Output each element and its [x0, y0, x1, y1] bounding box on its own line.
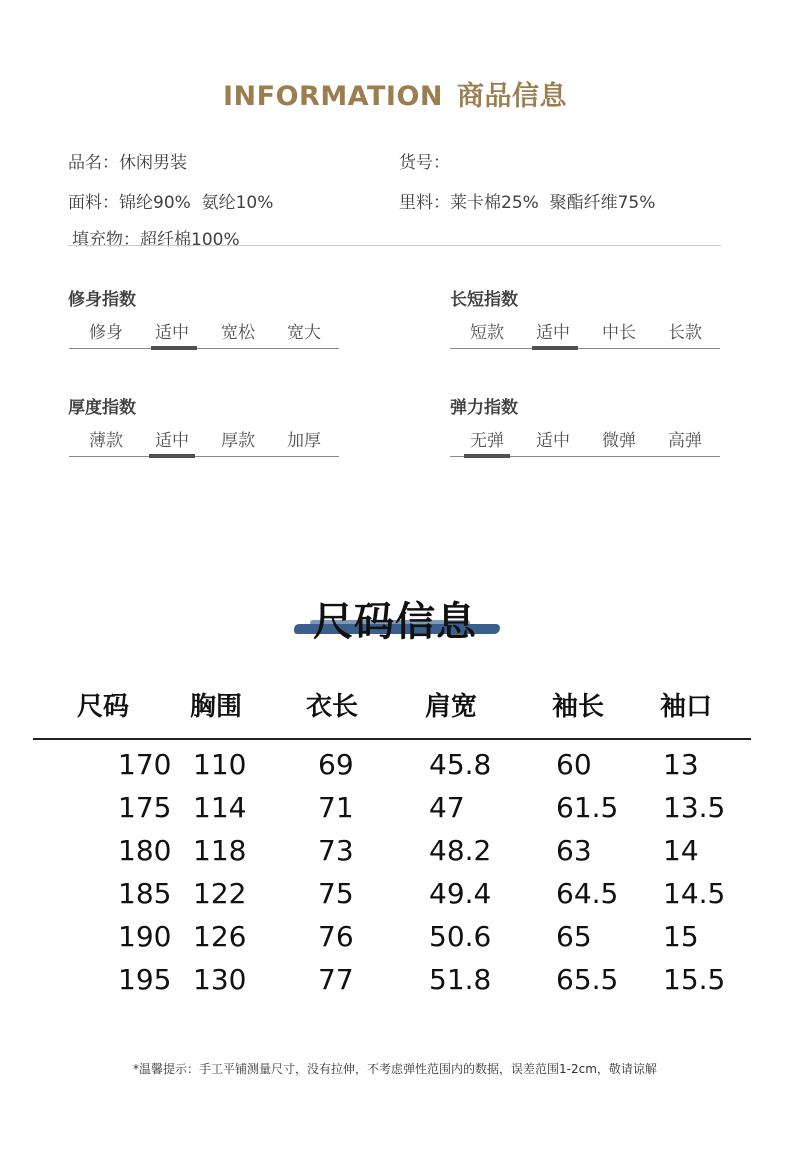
- col-header-size: 尺码: [77, 692, 130, 722]
- index-option: 短款: [470, 323, 504, 343]
- index-option: 高弹: [668, 431, 702, 451]
- cell-shoulder: 47: [429, 791, 465, 824]
- cell-cuff: 15.5: [663, 963, 726, 996]
- cell-shoulder: 51.8: [429, 963, 492, 996]
- fabric-info: 面料：锦纶90% 氨纶10%: [68, 193, 274, 213]
- fit-index-title: 修身指数: [68, 290, 136, 310]
- cell-size: 190: [118, 920, 172, 953]
- table-header-divider: [33, 738, 751, 740]
- cell-length: 75: [318, 877, 354, 910]
- col-header-length: 衣长: [306, 692, 359, 722]
- article-number: 货号：: [399, 153, 450, 173]
- cell-sleeve: 61.5: [556, 791, 619, 824]
- cell-shoulder: 48.2: [429, 834, 492, 867]
- cell-size: 180: [118, 834, 172, 867]
- index-option: 长款: [668, 323, 702, 343]
- cell-size: 170: [118, 748, 172, 781]
- cell-length: 73: [318, 834, 354, 867]
- index-option: 适中: [536, 431, 570, 451]
- size-info-title: 尺码信息: [313, 599, 477, 645]
- index-option: 加厚: [287, 431, 321, 451]
- col-header-sleeve: 袖长: [552, 692, 605, 722]
- section-header: [0, 74, 790, 113]
- cell-cuff: 15: [663, 920, 699, 953]
- cell-length: 69: [318, 748, 354, 781]
- col-header-chest: 胸围: [190, 692, 243, 722]
- cell-chest: 114: [193, 791, 247, 824]
- index-option: 厚款: [221, 431, 255, 451]
- index-option: 薄款: [89, 431, 123, 451]
- index-option: 适中: [155, 431, 189, 451]
- col-header-shoulder: 肩宽: [425, 692, 478, 722]
- cell-chest: 118: [193, 834, 247, 867]
- lining-info: 里料：莱卡棉25% 聚酯纤维75%: [399, 193, 656, 213]
- index-option: 微弹: [602, 431, 636, 451]
- length-index-title: 长短指数: [450, 290, 518, 310]
- index-option: 适中: [536, 323, 570, 343]
- elasticity-index-scale: [450, 426, 720, 457]
- cell-size: 185: [118, 877, 172, 910]
- cell-length: 76: [318, 920, 354, 953]
- length-index-scale: [450, 318, 720, 349]
- selected-indicator: [464, 454, 510, 458]
- cell-cuff: 13: [663, 748, 699, 781]
- filling-info: 填充物：超纤棉100%: [72, 230, 240, 250]
- index-option: 宽松: [221, 323, 255, 343]
- measurement-note: *温馨提示：手工平铺测量尺寸，没有拉伸，不考虑弹性范围内的数据，误差范围1-2cm，敬请谅解: [133, 1062, 657, 1076]
- cell-size: 195: [118, 963, 172, 996]
- cell-shoulder: 50.6: [429, 920, 492, 953]
- selected-indicator: [532, 346, 578, 350]
- cell-cuff: 13.5: [663, 791, 726, 824]
- cell-chest: 122: [193, 877, 247, 910]
- cell-size: 175: [118, 791, 172, 824]
- index-option: 宽大: [287, 323, 321, 343]
- selected-indicator: [149, 454, 195, 458]
- cell-chest: 130: [193, 963, 247, 996]
- cell-chest: 126: [193, 920, 247, 953]
- cell-length: 71: [318, 791, 354, 824]
- index-option: 中长: [602, 323, 636, 343]
- cell-shoulder: 45.8: [429, 748, 492, 781]
- index-option: 适中: [155, 323, 189, 343]
- cell-shoulder: 49.4: [429, 877, 492, 910]
- cell-sleeve: 60: [556, 748, 592, 781]
- header-zh: 商品信息: [457, 81, 567, 112]
- fit-index-scale: [69, 318, 339, 349]
- cell-cuff: 14.5: [663, 877, 726, 910]
- col-header-cuff: 袖口: [660, 692, 713, 722]
- thickness-index-scale: [69, 426, 339, 457]
- header-en: INFORMATION: [222, 81, 443, 112]
- cell-sleeve: 64.5: [556, 877, 619, 910]
- elasticity-index-title: 弹力指数: [450, 398, 518, 418]
- selected-indicator: [151, 346, 197, 350]
- cell-chest: 110: [193, 748, 247, 781]
- cell-sleeve: 65.5: [556, 963, 619, 996]
- info-divider: [68, 245, 721, 246]
- index-option: 修身: [89, 323, 123, 343]
- product-name: 品名：休闲男装: [68, 153, 187, 173]
- cell-length: 77: [318, 963, 354, 996]
- index-option: 无弹: [470, 431, 504, 451]
- cell-sleeve: 63: [556, 834, 592, 867]
- thickness-index-title: 厚度指数: [68, 398, 136, 418]
- cell-cuff: 14: [663, 834, 699, 867]
- cell-sleeve: 65: [556, 920, 592, 953]
